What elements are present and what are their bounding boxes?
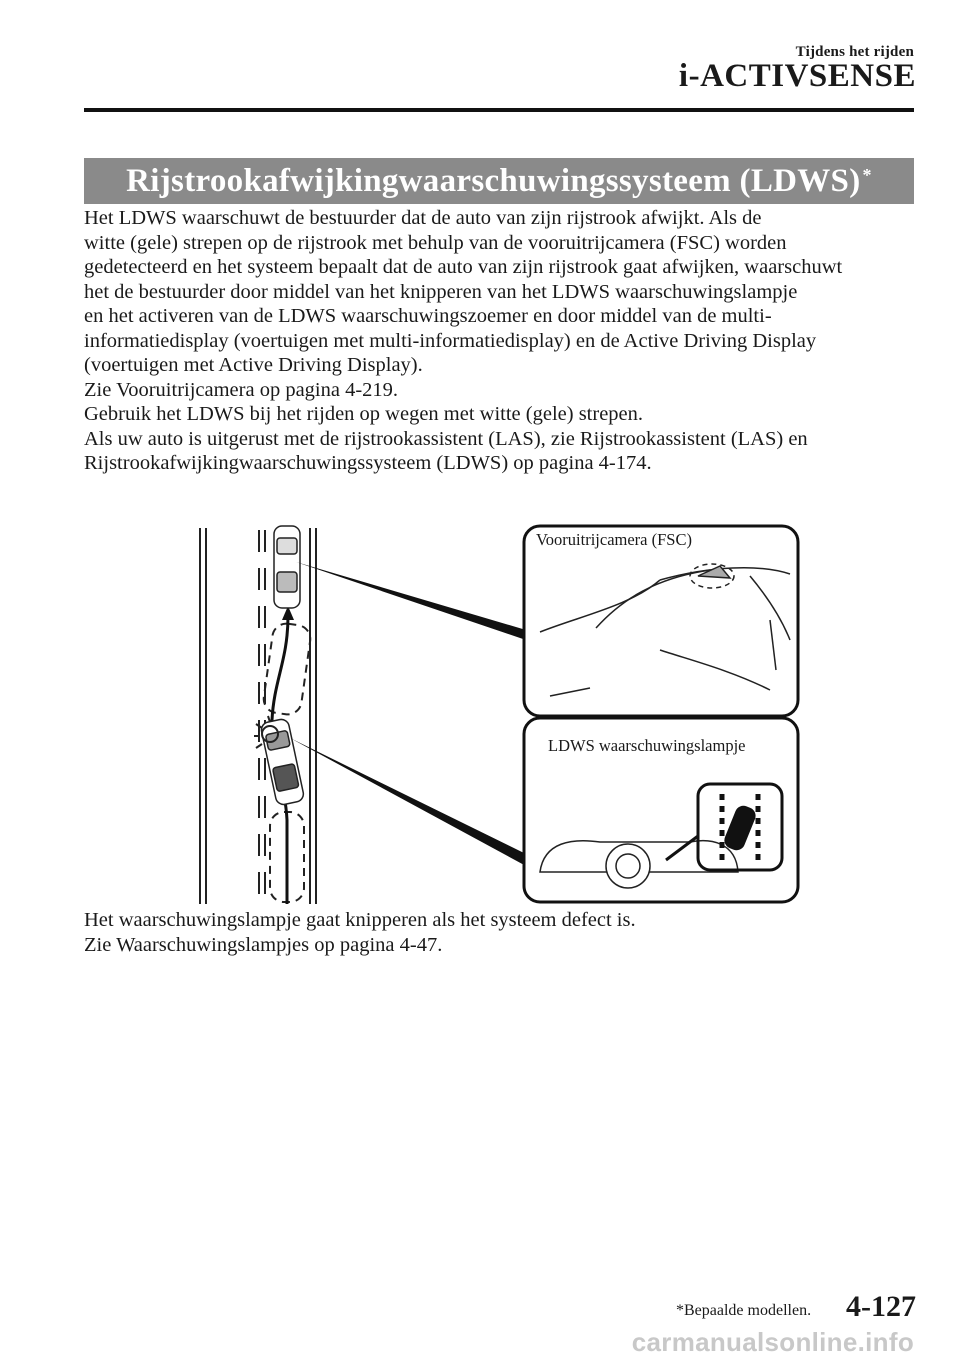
reference-warning-lamps-link[interactable]: Zie Waarschuwingslampjes op pagina 4-47. (84, 933, 443, 956)
body-line: witte (gele) strepen op de rijstrook met behulp van de vooruitrijcamera (FSC) worden (84, 231, 787, 254)
body-line: en het activeren van de LDWS waarschuwingszoemer en door middel van de multi- (84, 305, 772, 327)
body-text (84, 206, 920, 476)
chapter-title: Tijdens het rijden (795, 44, 914, 60)
body-line: gedetecteerd en het systeem bepaalt dat de auto van zijn rijstrook gaat afwijken, waarschuwt (84, 256, 843, 278)
page-number: 4-127 (846, 1290, 916, 1323)
body-line: Het LDWS waarschuwt de bestuurder dat de auto van zijn rijstrook afwijkt. Als de (84, 207, 762, 229)
section-title: i-ACTIVSENSE (678, 58, 916, 94)
watermark: carmanualsonline.info (631, 1327, 914, 1357)
lamp-label: LDWS waarschuwingslampje (548, 736, 746, 755)
after-text (84, 908, 920, 957)
page-title-banner (84, 158, 914, 204)
page-title: Rijstrookafwijkingwaarschuwingssysteem (LDWS) (126, 162, 861, 199)
top-car (274, 526, 300, 608)
header-rule (84, 108, 914, 112)
reference-camera-link[interactable]: Zie Vooruitrijcamera op pagina 4-219. (84, 378, 399, 401)
lamp-callout-connector (290, 738, 526, 866)
ldws-illustration (190, 520, 802, 904)
body-line: (voertuigen met Active Driving Display). (84, 354, 423, 376)
camera-callout-box (524, 526, 798, 716)
models-marker: * (862, 164, 872, 185)
drifting-car (260, 718, 305, 806)
reference-las-link-cont[interactable]: Rijstrookafwijkingwaarschuwingssysteem (LDWS) op pagina 4-174. (84, 452, 652, 474)
footnote: *Bepaalde modellen. (676, 1302, 812, 1319)
camera-label: Vooruitrijcamera (FSC) (536, 530, 692, 549)
body-line: Gebruik het LDWS bij het rijden op wegen met witte (gele) strepen. (84, 403, 644, 425)
reference-las-link[interactable]: Als uw auto is uitgerust met de rijstrookassistent (LAS), zie Rijstrookassistent (LAS) en (84, 427, 808, 450)
ldws-diagram (190, 520, 802, 904)
camera-callout-connector (296, 562, 526, 640)
body-line: informatiedisplay (voertuigen met multi-informatiedisplay) en de Active Driving Display (84, 329, 817, 352)
body-line: het de bestuurder door middel van het knipperen van het LDWS waarschuwingslampje (84, 280, 798, 303)
after-line: Het waarschuwingslampje gaat knipperen als het systeem defect is. (84, 909, 636, 931)
